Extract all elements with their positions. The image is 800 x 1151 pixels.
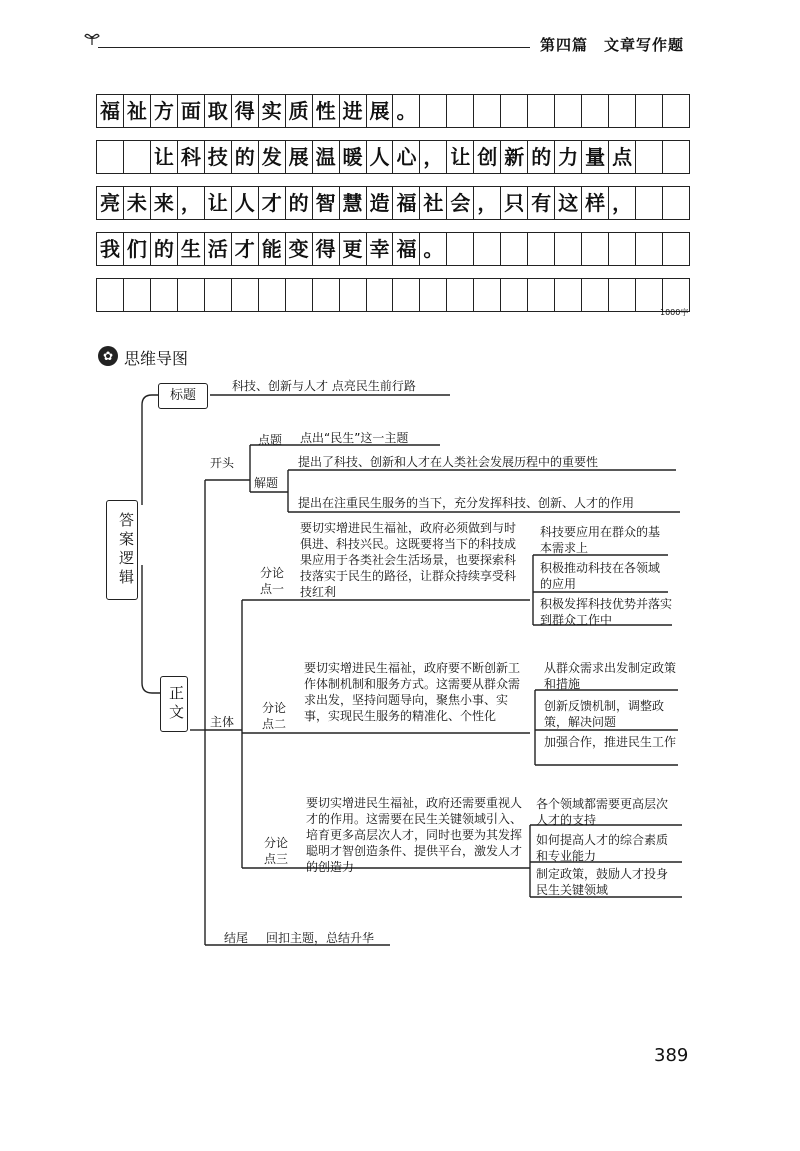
main-label: 主体 [210, 715, 235, 729]
ending-text: 回扣主题，总结升华 [266, 931, 375, 945]
grid-cell: 。 [392, 94, 419, 128]
grid-cell: 来 [150, 186, 177, 220]
grid-cell: 心 [392, 140, 419, 174]
point2-item-2: 创新反馈机制，调整政策，解决问题 [544, 699, 665, 729]
grid-cell: 质 [285, 94, 312, 128]
grid-cell: 造 [366, 186, 393, 220]
point3-text: 要切实增进民生福祉，政府还需要重视人才的作用。这需要在民生关键领域引入、培育更多高层次人才，同时也要为其发挥聪明才智创造条件、提供平台，激发人才的创造力 [306, 796, 523, 874]
grid-cell: 福 [392, 186, 419, 220]
jieti-label: 解题 [254, 476, 279, 490]
page-number: 389 [654, 1045, 689, 1066]
point3-label: 分论点三 [264, 836, 289, 866]
grid-cell: 人 [366, 140, 393, 174]
grid-cell: 展 [285, 140, 312, 174]
grid-cell: 祉 [123, 94, 150, 128]
grid-cell: 的 [150, 232, 177, 266]
grid-cell: ， [473, 186, 500, 220]
dianti-text: 点出“民生”这一主题 [300, 431, 409, 445]
root-node [106, 500, 138, 600]
flower-badge-icon: ✿ [98, 346, 118, 366]
grid-cell: 量 [581, 140, 608, 174]
title-text: 科技、创新与人才 点亮民生前行路 [232, 379, 416, 393]
grid-cell: 我 [96, 232, 123, 266]
grid-cell: 会 [446, 186, 473, 220]
grid-cell: 得 [231, 94, 258, 128]
opening-label: 开头 [210, 456, 235, 470]
grid-cell: 发 [258, 140, 285, 174]
grid-cell: 才 [258, 186, 285, 220]
point1-item-1: 科技要应用在群众的基本需求上 [540, 525, 661, 555]
grid-cell: 生 [177, 232, 204, 266]
dianti-label: 点题 [258, 433, 283, 447]
point1-item-2: 积极推动科技在各领域的应用 [540, 561, 661, 591]
grid-cell: 进 [339, 94, 366, 128]
grid-cell: 福 [96, 94, 123, 128]
grid-cell: 科 [177, 140, 204, 174]
grid-cell: 样 [581, 186, 608, 220]
grid-cell: 的 [527, 140, 554, 174]
jieti-text-2: 提出在注重民生服务的当下，充分发挥科技、创新、人才的作用 [298, 496, 635, 510]
point3-item-2: 如何提高人才的综合素质和专业能力 [536, 833, 669, 863]
grid-cell: 让 [446, 140, 473, 174]
grid-cell: 才 [231, 232, 258, 266]
grid-cell: 。 [419, 232, 446, 266]
point1-text: 要切实增进民生福祉，政府必须做到与时俱进、科技兴民。这既要将当下的科技成果应用于各类社会生活场景，也要探索科技落实于民生的路径，让群众持续享受科技红利 [300, 521, 517, 599]
grid-cell: 只 [500, 186, 527, 220]
point3-item-1: 各个领域都需要更高层次人才的支持 [536, 797, 669, 827]
grid-cell: 力 [554, 140, 581, 174]
grid-cell: ， [608, 186, 635, 220]
word-count-label: 1000字 [660, 308, 689, 317]
grid-cell: 让 [150, 140, 177, 174]
point2-item-3: 加强合作，推进民生工作 [544, 735, 677, 749]
root-node-label: 答案逻辑 [117, 512, 135, 588]
grid-cell: 社 [419, 186, 446, 220]
grid-cell: 亮 [96, 186, 123, 220]
grid-cell: 们 [123, 232, 150, 266]
grid-cell: 让 [204, 186, 231, 220]
body-node-label: 正文 [167, 685, 185, 723]
grid-cell: 暖 [339, 140, 366, 174]
grid-cell: 性 [312, 94, 339, 128]
grid-cell: 更 [339, 232, 366, 266]
point1-item-3: 积极发挥科技优势并落实到群众工作中 [540, 597, 673, 627]
point2-text: 要切实增进民生福祉，政府要不断创新工作体制机制和服务方式。这需要从群众需求出发，坚持问题导向，聚焦小事、实事，实现民生服务的精准化、个性化 [304, 661, 521, 723]
grid-cell: 福 [392, 232, 419, 266]
grid-cell: 创 [473, 140, 500, 174]
grid-cell: 有 [527, 186, 554, 220]
grid-cell: 能 [258, 232, 285, 266]
header-title: 第四篇 文章写作题 [540, 36, 685, 54]
title-node-label: 标题 [169, 388, 196, 403]
point2-label: 分论点二 [262, 701, 287, 731]
grid-cell: 实 [258, 94, 285, 128]
jieti-text-1: 提出了科技、创新和人才在人类社会发展历程中的重要性 [298, 455, 599, 469]
ending-label: 结尾 [224, 931, 249, 945]
point2-item-1: 从群众需求出发制定政策和措施 [544, 661, 677, 691]
point3-item-3: 制定政策，鼓励人才投身民生关键领域 [536, 867, 669, 897]
grid-cell: 面 [177, 94, 204, 128]
grid-cell: 幸 [366, 232, 393, 266]
grid-cell: 智 [312, 186, 339, 220]
grid-cell: 方 [150, 94, 177, 128]
grid-cell: ， [419, 140, 446, 174]
grid-cell: 取 [204, 94, 231, 128]
grid-cell: 温 [312, 140, 339, 174]
grid-cell: 慧 [339, 186, 366, 220]
grid-cell: 未 [123, 186, 150, 220]
grid-cell: 得 [312, 232, 339, 266]
title-node [158, 383, 208, 409]
grid-cell: 人 [231, 186, 258, 220]
grid-cell: 新 [500, 140, 527, 174]
grid-cell: 的 [231, 140, 258, 174]
grid-cell: ， [177, 186, 204, 220]
grid-cell: 这 [554, 186, 581, 220]
mindmap-section-title: 思维导图 [124, 349, 189, 368]
point1-label: 分论点一 [260, 566, 285, 596]
grid-cell: 变 [285, 232, 312, 266]
grid-cell: 技 [204, 140, 231, 174]
grid-cell: 活 [204, 232, 231, 266]
grid-cell: 展 [366, 94, 393, 128]
body-node [160, 676, 188, 732]
grid-cell: 的 [285, 186, 312, 220]
grid-cell: 点 [608, 140, 635, 174]
